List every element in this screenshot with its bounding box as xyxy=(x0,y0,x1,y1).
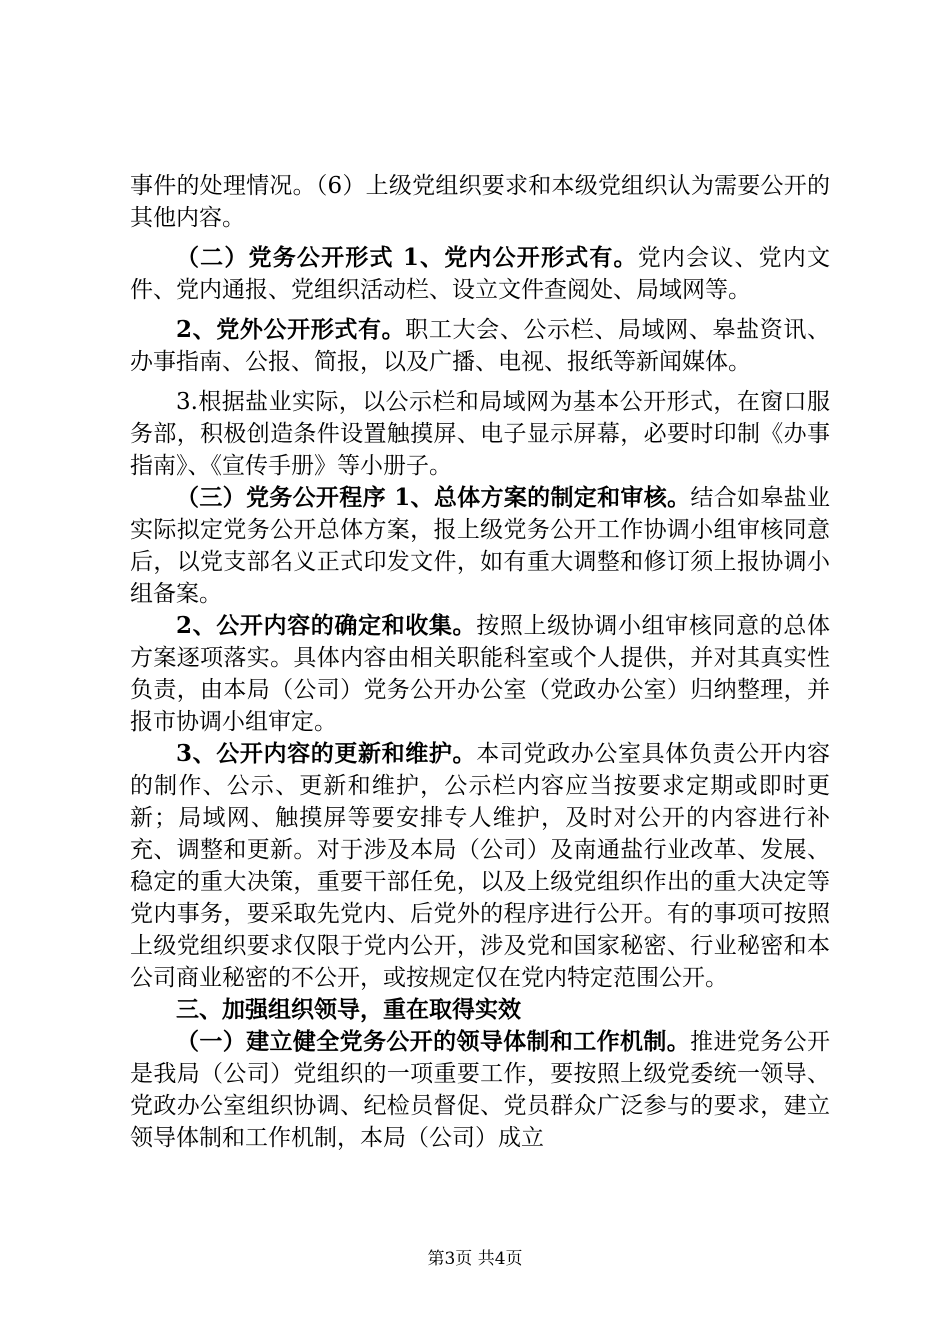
section-heading: 3、公开内容的更新和维护。 xyxy=(176,740,477,767)
paragraph-2: （二）党务公开形式 1、党内公开形式有。党内会议、党内文件、党内通报、党组织活动栏、设立文件查阅处、局域网等。 xyxy=(130,244,830,303)
page-number-footer: 第3页 共4页 xyxy=(427,1249,523,1269)
paragraph-3: 2、党外公开形式有。职工大会、公示栏、局域网、皋盐资讯、办事指南、公报、简报，以及广播、电视、报纸等新闻媒体。 xyxy=(130,316,830,375)
section-heading: （三）党务公开程序 1、总体方案的制定和审核。 xyxy=(176,484,691,511)
section-heading: 三、加强组织领导，重在取得实效 xyxy=(176,996,521,1023)
paragraph-6: 2、公开内容的确定和收集。按照上级协调小组审核同意的总体方案逐项落实。具体内容由相关职能科室或个人提供，并对其真实性负责，由本局（公司）党务公开办公室（党政办公室）归纳整理，并报市协调小组审定。 xyxy=(130,612,830,735)
paragraph-1: 事件的处理情况。（6）上级党组织要求和本级党组织认为需要公开的其他内容。 xyxy=(130,173,830,231)
document-body xyxy=(130,170,830,1154)
section-heading: （二）党务公开形式 1、党内公开形式有。 xyxy=(176,244,638,271)
section-heading: 2、党外公开形式有。 xyxy=(176,316,406,343)
paragraph-8 xyxy=(130,994,830,1026)
paragraph-9: （一）建立健全党务公开的领导体制和工作机制。推进党务公开是我局（公司）党组织的一项重要工作，要按照上级党委统一领导、党政办公室组织协调、纪检员督促、党员群众广泛参与的要求，建立领导体制和工作机制，本局（公司）成立 xyxy=(130,1028,831,1151)
paragraph-4: 3.根据盐业实际，以公示栏和局域网为基本公开形式，在窗口服务部，积极创造条件设置触摸屏、电子显示屏幕，必要时印制《办事指南》、《宣传手册》等小册子。 xyxy=(130,389,830,479)
section-heading: （一）建立健全党务公开的领导体制和工作机制。 xyxy=(176,1028,691,1055)
paragraph-5: （三）党务公开程序 1、总体方案的制定和审核。结合如皋盐业实际拟定党务公开总体方案，报上级党务公开工作协调小组审核同意后，以党支部名义正式印发文件，如有重大调整和修订须上报协调小组备案。 xyxy=(130,484,830,607)
paragraph-7: 3、公开内容的更新和维护。本司党政办公室具体负责公开内容的制作、公示、更新和维护，公示栏内容应当按要求定期或即时更新；局域网、触摸屏等要安排专人维护，及时对公开的内容进行补充、调整和更新。对于涉及本局（公司）及南通盐行业改革、发展、稳定的重大决策，重要干部任免，以及上级党组织作出的重大决定等党内事务，要采取先党内、后党外的程序进行公开。有的事项可按照上级党组织要求仅限于党内公开，涉及党和国家秘密、行业秘密和本公司商业秘密的不公开，或按规定仅在党内特定范围公开。 xyxy=(130,740,830,991)
section-heading: 2、公开内容的确定和收集。 xyxy=(176,612,477,639)
